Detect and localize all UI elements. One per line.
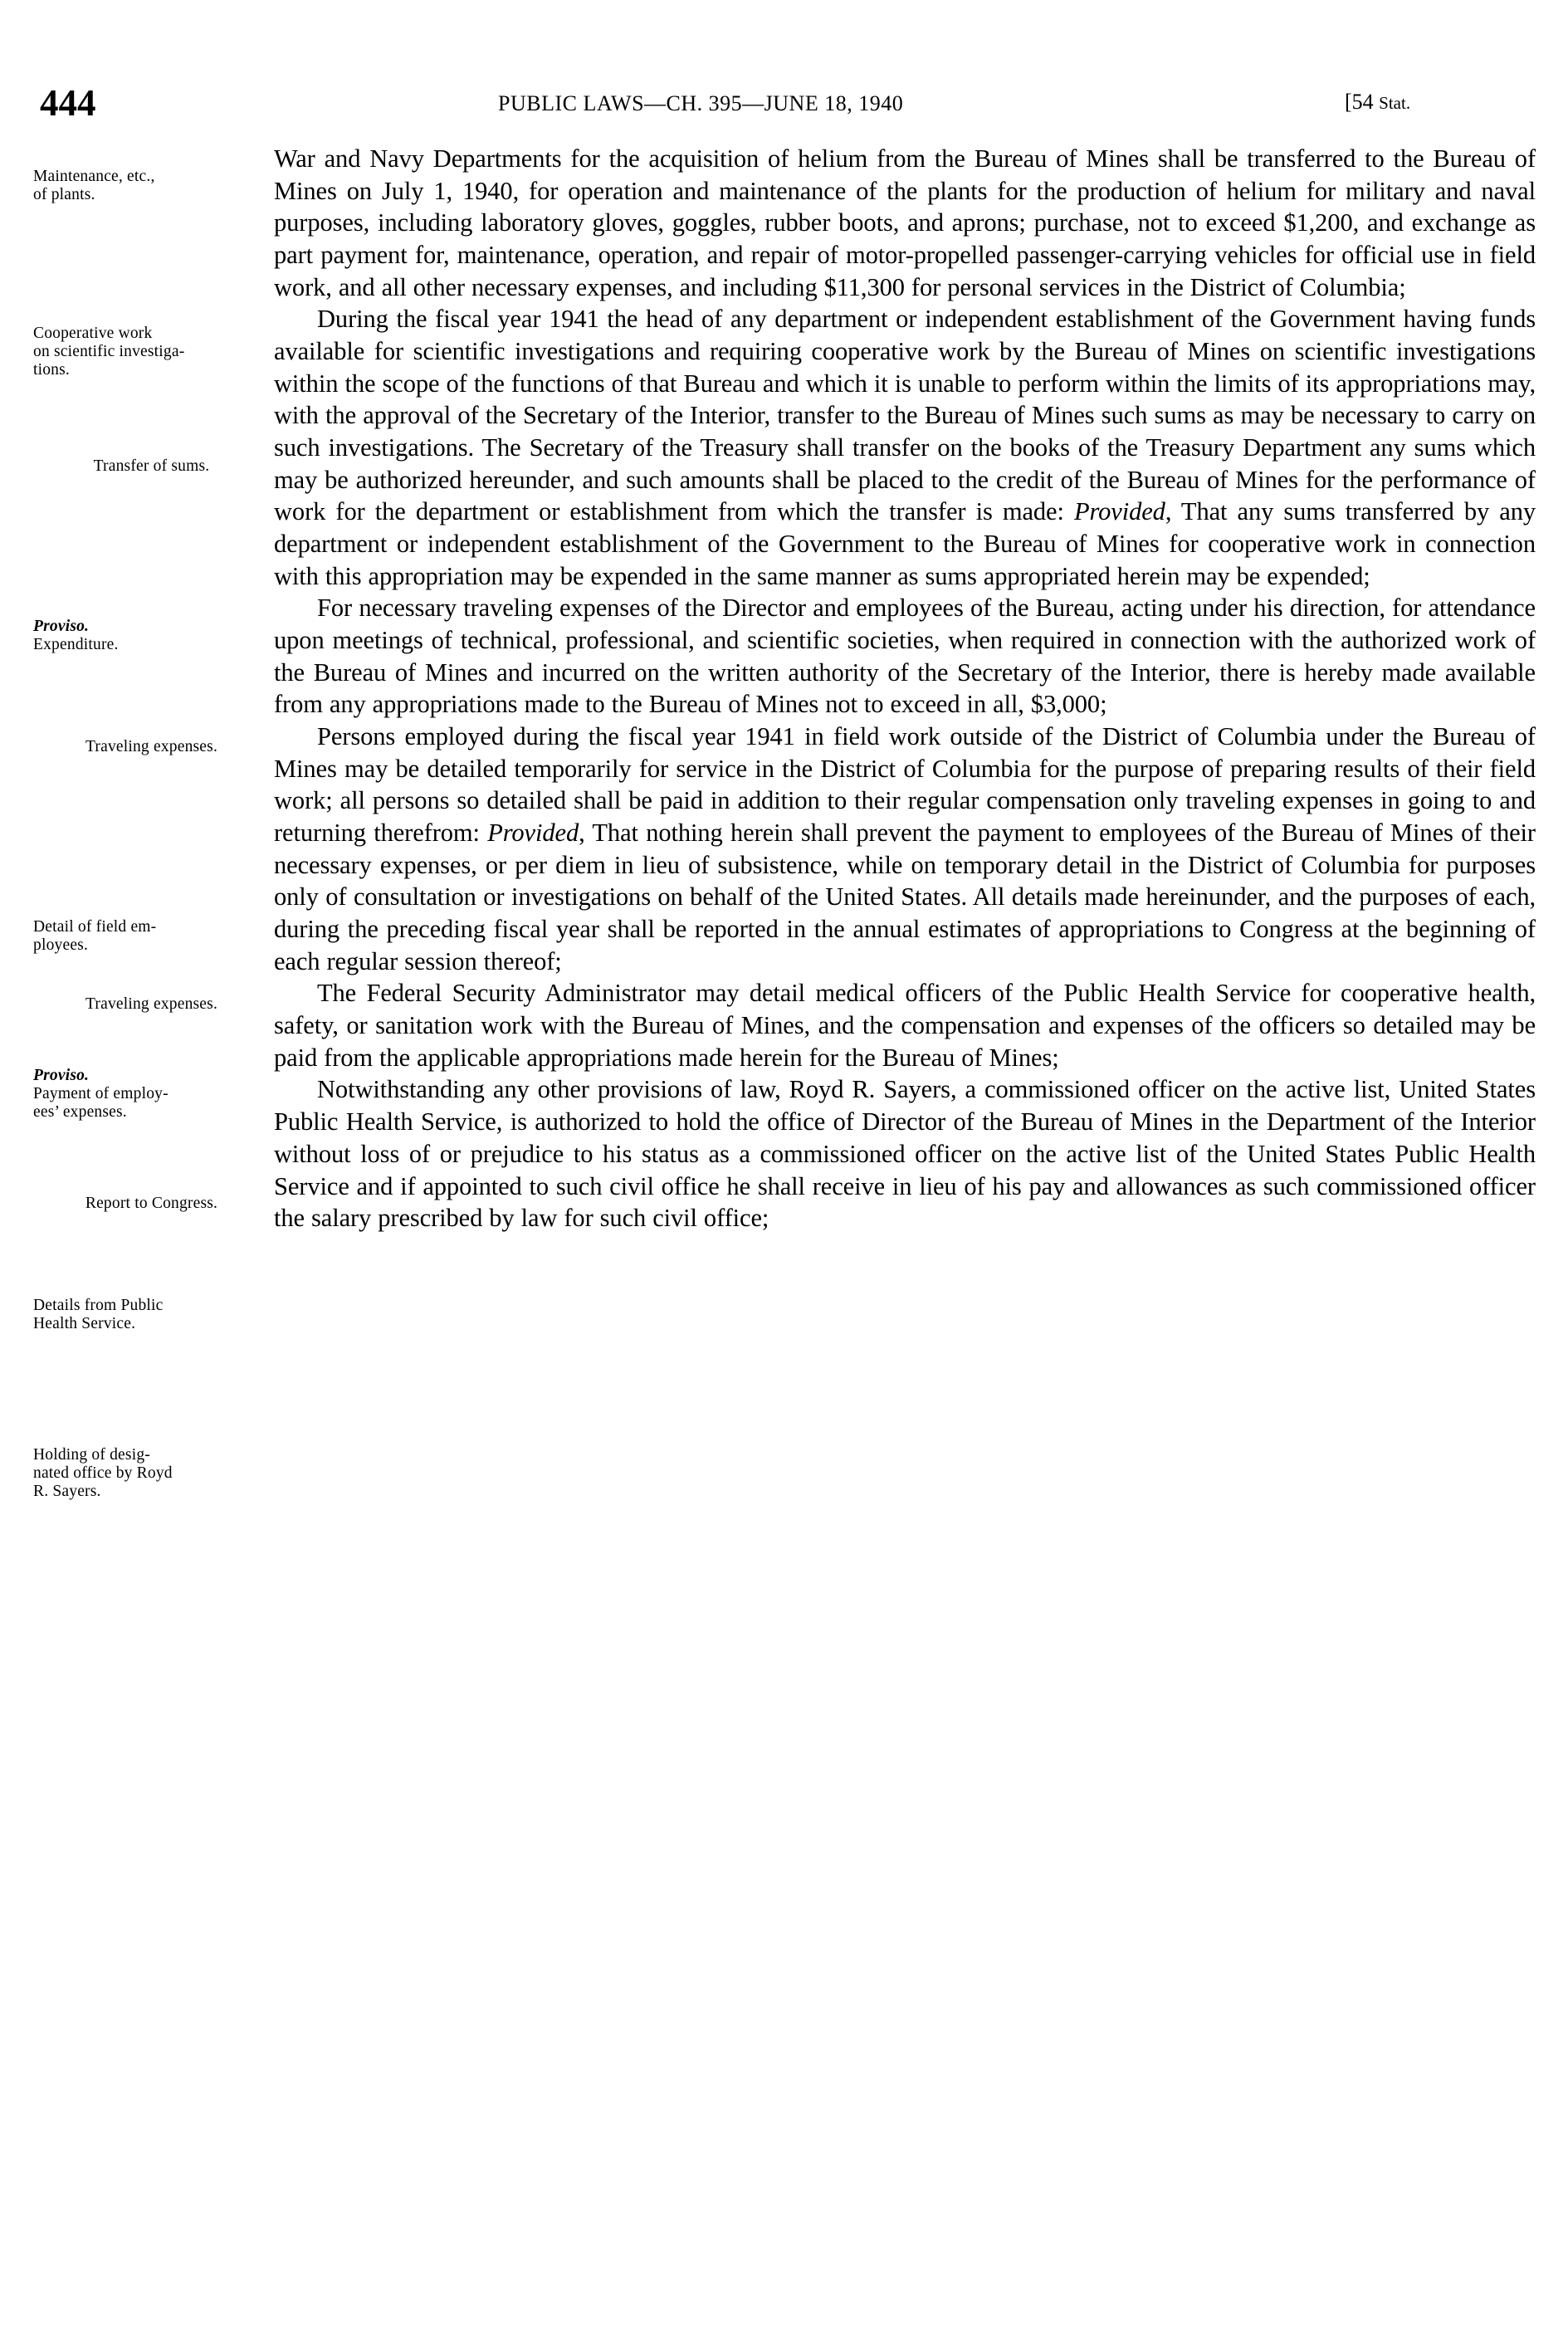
sidenote-holding-office-sayers — [33, 1446, 270, 1502]
sidenote-line: nated office by Royd — [33, 1464, 173, 1483]
sidenote-line: Details from Public — [33, 1297, 164, 1314]
sidenote-line: Health Service. — [33, 1315, 136, 1333]
sidenote-line: Cooperative work — [33, 325, 153, 342]
sidenote-maintenance — [33, 168, 270, 204]
statute-reference — [1345, 90, 1410, 115]
sidenote-line: Maintenance, etc., — [33, 168, 155, 185]
sidenote-line: ployees. — [33, 936, 89, 955]
sidenote-line: Expenditure. — [33, 636, 119, 654]
statute-reference-prefix: [54 — [1345, 90, 1380, 114]
sidenote-line: Transfer of sums. — [93, 457, 210, 475]
paragraph-cooperative: During the fiscal year 1941 the head of any department or independent establishment of the Government having funds available for scientific investigations and requiring cooperative work by the Bureau of Mines on scientific investigations within the scope of the functions of that Bureau and which it is unable to perform within the limits of its appropriations may, with the approval of the Secretary of the Interior, transfer to the Bureau of Mines such sums as may be necessary to carry on such investigations. The Secretary of the Treasury shall transfer on the books of the Treasury Department any sums which may be authorized hereunder, and such amounts shall be placed to the credit of the Bureau of Mines for the performance of work for the department or establishment from which the transfer is made: Provided, That any sums transferred by any department or independent establishment of the Government to the Bureau of Mines for cooperative work in connection with this appropriation may be expended in the same manner as sums appropriated herein may be expended; — [274, 305, 1536, 590]
sidenote-line: ees’ expenses. — [33, 1103, 127, 1122]
main-text-column — [274, 143, 1536, 1234]
sidenote-details-public-health — [33, 1297, 270, 1333]
sidenote-line: Proviso. — [33, 1067, 90, 1084]
statute-reference-smallcaps: Stat. — [1379, 93, 1411, 113]
paragraph-traveling: For necessary traveling expenses of the Director and employees of the Bureau, acting under his direction, for attendance upon meetings of technical, professional, and scientific societies, when required in connection with the authorized work of the Bureau of Mines and incurred on the written authority of the Secretary of the Interior, there is hereby made available from any appropriations made to the Bureau of Mines not to exceed in all, $3,000; — [274, 594, 1536, 719]
running-title: PUBLIC LAWS—CH. 395—JUNE 18, 1940 — [498, 91, 904, 115]
sidenote-line: Detail of field em- — [33, 918, 157, 936]
sidenote-traveling-expenses-1 — [33, 738, 270, 756]
sidenote-line: Report to Congress. — [85, 1195, 218, 1212]
paragraph-sayers: Notwithstanding any other provisions of law, Royd R. Sayers, a commissioned officer on the active list, United States Public Health Service, is authorized to hold the office of Director of the Bureau of Mines in the Department of the Interior without loss of or prejudice to his status as a commissioned officer on the active list of the United States Public Health Service and if appointed to such civil office he shall receive in lieu of his pay and allowances as such commissioned officer the salary prescribed by law for such civil office; — [274, 1075, 1536, 1233]
sidenote-transfer-of-sums — [33, 457, 270, 476]
sidenote-line: tions. — [33, 361, 70, 379]
sidenote-cooperative-work — [33, 325, 270, 380]
sidenote-line: Traveling expenses. — [85, 738, 218, 755]
sidenote-report-to-congress — [33, 1195, 270, 1213]
sidenote-line: Proviso. — [33, 618, 90, 635]
paragraph-detail: Persons employed during the fiscal year 1941 in field work outside of the District of Columbia under the Bureau of Mines may be detailed temporarily for service in the District of Columbia for the purpose of preparing results of their field work; all persons so detailed shall be paid in addition to their regular compensation only traveling expenses in going to and returning therefrom: Provided, That nothing herein shall prevent the payment to employees of the Bureau of Mines of their necessary expenses, or per diem in lieu of subsistence, while on temporary detail in the District of Columbia for purposes only of consultation or investigations on behalf of the United States. All details made hereinunder, and the purposes of each, during the preceding fiscal year shall be reported in the annual estimates of appropriations to Congress at the beginning of each regular session thereof; — [274, 722, 1536, 975]
sidenote-proviso-expenditure — [33, 618, 270, 654]
sidenote-line: Payment of employ- — [33, 1085, 169, 1103]
page-number: 444 — [40, 82, 96, 124]
page-header — [0, 80, 1568, 124]
sidenote-detail-of-field-employees — [33, 918, 270, 955]
paragraph-helium: War and Navy Departments for the acquisition of helium from the Bureau of Mines shall be transferred to the Bureau of Mines on July 1, 1940, for operation and maintenance of the plants for the production of helium for military and naval purposes, including laboratory gloves, goggles, rubber boots, and aprons; purchase, not to exceed $1,200, and exchange as part payment for, maintenance, operation, and repair of motor-propelled passenger-carrying vehicles for official use in field work, and all other necessary expenses, and including $11,300 for personal services in the District of Columbia; — [274, 144, 1536, 301]
sidenote-line: Traveling expenses. — [85, 995, 218, 1013]
sidenote-traveling-expenses-2 — [33, 995, 270, 1014]
paragraph-security-administrator: The Federal Security Administrator may detail medical officers of the Public Health Service for cooperative health, safety, or sanitation work with the Bureau of Mines, and the compensation and expenses of the officers so detailed may be paid from the applicable appropriations made herein for the Bureau of Mines; — [274, 979, 1536, 1072]
sidenote-line: on scientific investiga- — [33, 343, 185, 361]
sidenote-line: R. Sayers. — [33, 1483, 101, 1501]
sidenote-line: of plants. — [33, 186, 95, 204]
sidenote-proviso-payment — [33, 1067, 270, 1122]
sidenote-line: Holding of desig- — [33, 1446, 150, 1464]
